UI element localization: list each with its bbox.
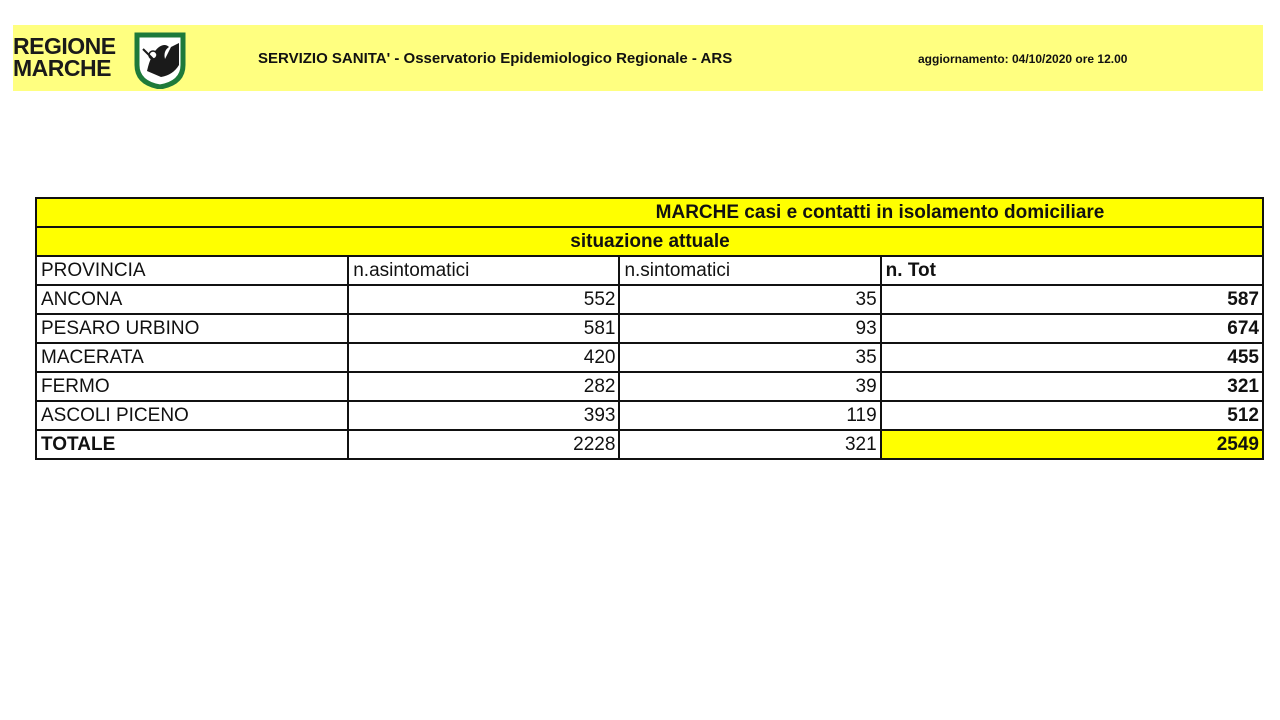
cell-tot: 674: [881, 314, 1263, 343]
table-title-row: [36, 198, 1263, 227]
cell-asintomatici: 282: [348, 372, 619, 401]
column-header-tot: n. Tot: [881, 256, 1263, 285]
cell-sintomatici: 35: [619, 285, 880, 314]
cell-total-sintomatici: 321: [619, 430, 880, 459]
table-subtitle: situazione attuale: [36, 227, 1263, 256]
cell-sintomatici: 93: [619, 314, 880, 343]
cell-provincia: FERMO: [36, 372, 348, 401]
cell-provincia: MACERATA: [36, 343, 348, 372]
cell-sintomatici: 119: [619, 401, 880, 430]
logo-text: [13, 35, 116, 79]
cell-provincia: ASCOLI PICENO: [36, 401, 348, 430]
table-row: [36, 285, 1263, 314]
logo-line-2: MARCHE: [13, 55, 111, 81]
header-band: [13, 25, 1263, 91]
logo-line-1: REGIONE: [13, 33, 116, 59]
cell-total-asintomatici: 2228: [348, 430, 619, 459]
table-title: MARCHE casi e contatti in isolamento domiciliare: [655, 202, 1105, 223]
cell-tot: 455: [881, 343, 1263, 372]
cell-total-label: TOTALE: [36, 430, 348, 459]
cell-asintomatici: 393: [348, 401, 619, 430]
update-timestamp: aggiornamento: 04/10/2020 ore 12.00: [918, 52, 1128, 66]
table-row: [36, 343, 1263, 372]
cell-sintomatici: 35: [619, 343, 880, 372]
column-header-provincia: PROVINCIA: [36, 256, 348, 285]
cell-sintomatici: 39: [619, 372, 880, 401]
cell-provincia: PESARO URBINO: [36, 314, 348, 343]
table-row: [36, 372, 1263, 401]
table-header-row: [36, 256, 1263, 285]
column-header-asintomatici: n.asintomatici: [348, 256, 619, 285]
cell-tot: 512: [881, 401, 1263, 430]
service-title: SERVIZIO SANITA' - Osservatorio Epidemiologico Regionale - ARS: [258, 50, 733, 67]
cell-asintomatici: 552: [348, 285, 619, 314]
cell-total-tot: 2549: [881, 430, 1263, 459]
cell-tot: 587: [881, 285, 1263, 314]
table-row: [36, 314, 1263, 343]
cell-provincia: ANCONA: [36, 285, 348, 314]
table-title-cell: [36, 198, 1263, 227]
regione-marche-logo: [13, 31, 193, 89]
cell-tot: 321: [881, 372, 1263, 401]
marche-shield-icon: [133, 31, 187, 89]
isolation-table: [35, 197, 1264, 460]
column-header-sintomatici: n.sintomatici: [619, 256, 880, 285]
table-total-row: [36, 430, 1263, 459]
table-row: [36, 401, 1263, 430]
cell-asintomatici: 581: [348, 314, 619, 343]
table-subtitle-row: [36, 227, 1263, 256]
cell-asintomatici: 420: [348, 343, 619, 372]
